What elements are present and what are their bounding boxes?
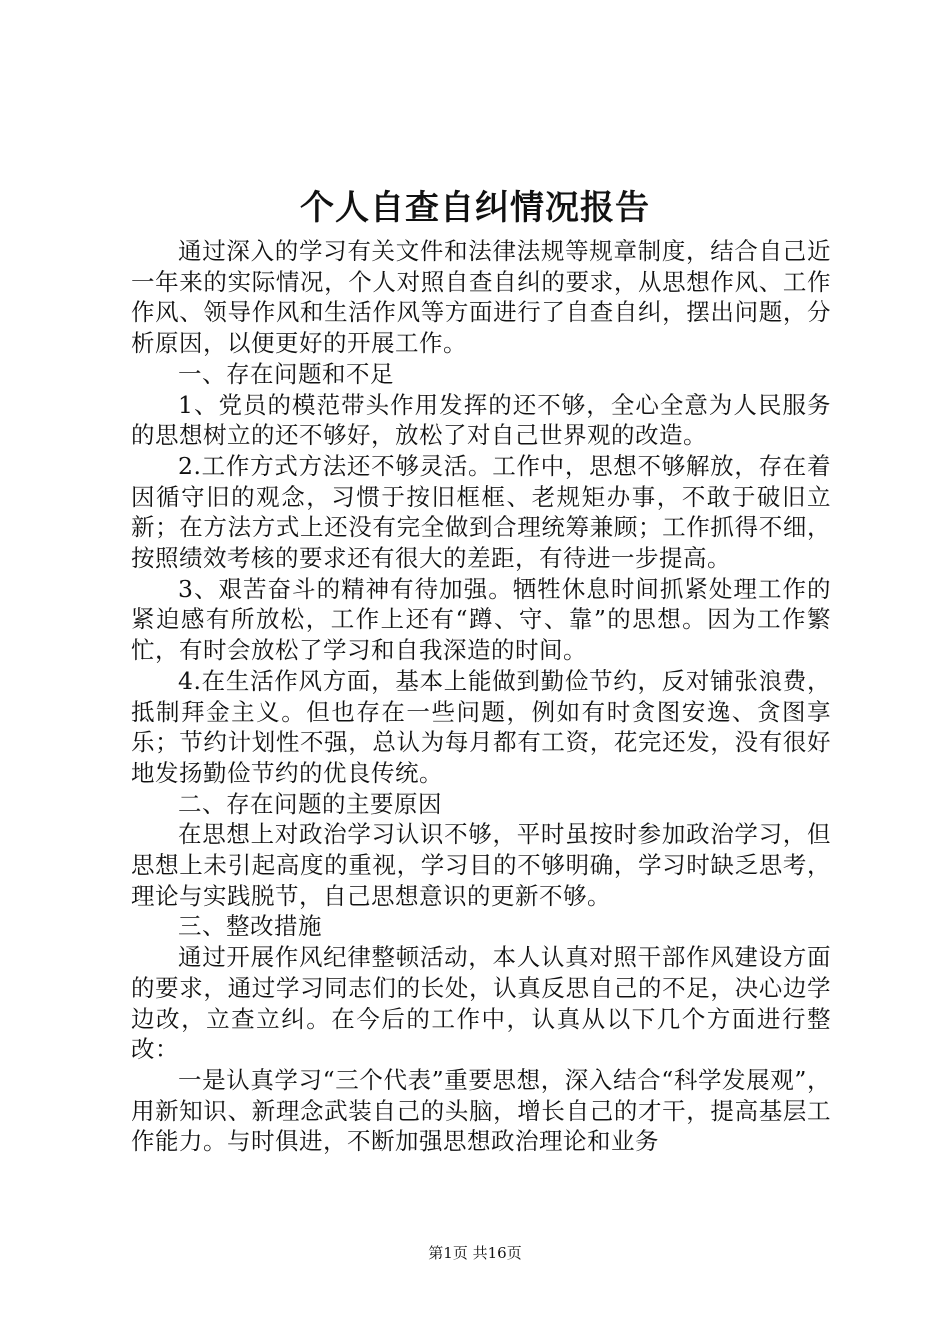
paragraph-measures-intro: 通过开展作风纪律整顿活动，本人认真对照干部作风建设方面的要求，通过学习同志们的长处，认真反思自己的不足，决心边学边改，立查立纠。在今后的工作中，认真从以下几个方面进行整改： [131, 943, 831, 1064]
section-heading-causes: 二、存在问题的主要原因 [178, 789, 442, 818]
document-body [131, 236, 831, 1157]
page-number: 第1页 共16页 [428, 1244, 522, 1262]
paragraph-problem-2: 2.工作方式方法还不够灵活。工作中，思想不够解放，存在着因循守旧的观念，习惯于按旧框框、老规矩办事，不敢于破旧立新；在方法方式上还没有完全做到合理统筹兼顾；工作抓得不细，按照绩效考核的要求还有很大的差距，有待进一步提高。 [131, 451, 831, 573]
paragraph-problem-4: 4.在生活作风方面，基本上能做到勤俭节约，反对铺张浪费，抵制拜金主义。但也存在一些问题，例如有时贪图安逸、贪图享乐；节约计划性不强，总认为每月都有工资，花完还发，没有很好地发扬勤俭节约的优良传统。 [131, 666, 831, 787]
section-heading-measures: 三、整改措施 [178, 912, 322, 941]
paragraph-causes: 在思想上对政治学习认识不够，平时虽按时参加政治学习，但思想上未引起高度的重视，学习目的不够明确，学习时缺乏思考，理论与实践脱节，自己思想意识的更新不够。 [131, 820, 831, 910]
document-title: 个人自查自纠情况报告 [300, 188, 650, 228]
section-heading-problems: 一、存在问题和不足 [178, 359, 394, 388]
paragraph-measure-1: 一是认真学习“三个代表”重要思想，深入结合“科学发展观”，用新知识、新理念武装自己的头脑，增长自己的才干，提高基层工作能力。与时俱进，不断加强思想政治理论和业务 [131, 1065, 831, 1156]
paragraph-intro: 通过深入的学习有关文件和法律法规等规章制度，结合自己近一年来的实际情况，个人对照自查自纠的要求，从思想作风、工作作风、领导作风和生活作风等方面进行了自查自纠，摆出问题，分析原因，以便更好的开展工作。 [131, 237, 831, 358]
paragraph-problem-1: 1、党员的模范带头作用发挥的还不够，全心全意为人民服务的思想树立的还不够好，放松了对自己世界观的改造。 [131, 390, 831, 450]
paragraph-problem-3: 3、艰苦奋斗的精神有待加强。牺牲休息时间抓紧处理工作的紧迫感有所放松，工作上还有“蹲、守、靠”的思想。因为工作繁忙，有时会放松了学习和自我深造的时间。 [131, 574, 831, 665]
